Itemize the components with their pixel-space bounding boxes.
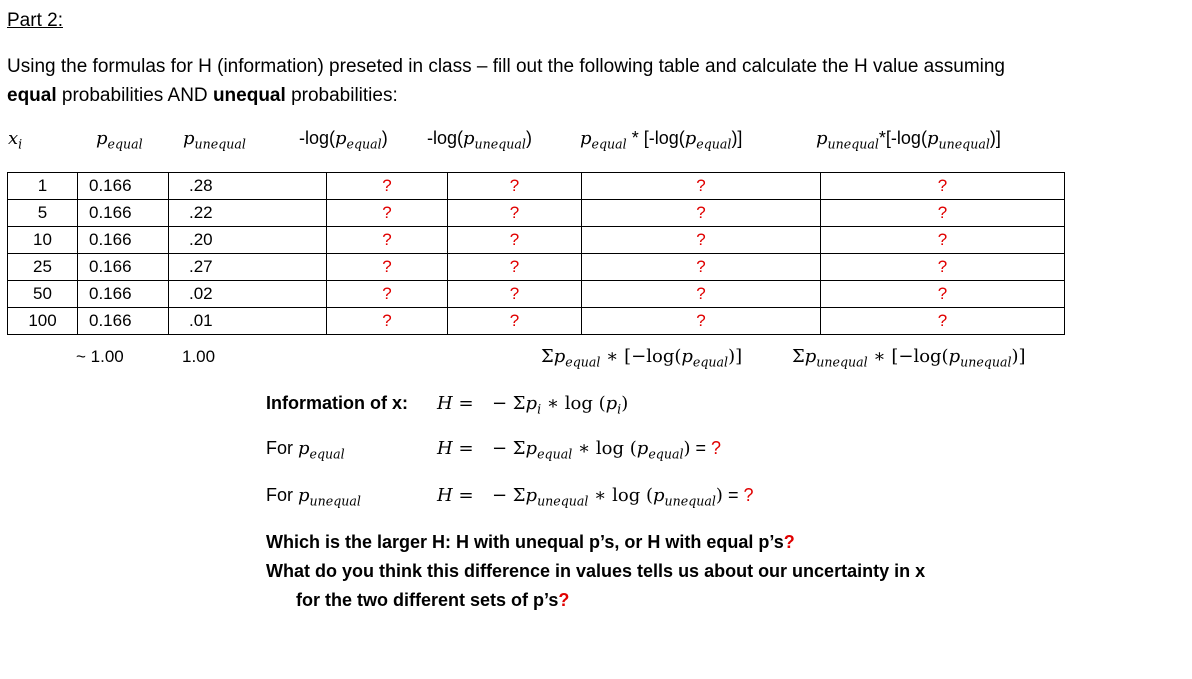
neglog-p-equal-cell: ? bbox=[327, 227, 448, 254]
unequal-formula: − $\Sigma p_{unequal}$ ∗ $\log (p_{unequal})$ = ? bbox=[492, 485, 754, 509]
p-unequal-cell: .01 bbox=[169, 308, 327, 335]
unequal-H-label: H = bbox=[437, 485, 474, 506]
neglog-p-equal-cell: ? bbox=[327, 173, 448, 200]
x-value-cell: 100 bbox=[8, 308, 78, 335]
p-unequal-cell: .20 bbox=[169, 227, 327, 254]
neglog-p-equal-cell: ? bbox=[327, 200, 448, 227]
info-H-label: H = bbox=[437, 393, 474, 414]
p-unequal-cell: .28 bbox=[169, 173, 327, 200]
equal-H-label: H = bbox=[437, 438, 474, 459]
intro-end: probabilities: bbox=[291, 85, 398, 106]
table-row bbox=[8, 200, 1065, 227]
intro-paragraph bbox=[7, 52, 1005, 110]
neglog-p-unequal-cell: ? bbox=[448, 281, 582, 308]
for-p-unequal-label: For $p_{unequal}$ bbox=[266, 485, 361, 509]
intro-mid: probabilities AND bbox=[61, 85, 208, 106]
table-row bbox=[8, 254, 1065, 281]
x-value-cell: 10 bbox=[8, 227, 78, 254]
table-row bbox=[8, 308, 1065, 335]
p-equal-times-neglog-cell: ? bbox=[582, 308, 821, 335]
p-equal-cell: 0.166 bbox=[78, 173, 169, 200]
p-unequal-cell: .22 bbox=[169, 200, 327, 227]
p-unequal-times-neglog-cell: ? bbox=[821, 254, 1065, 281]
equal-H-answer: ? bbox=[711, 438, 722, 458]
neglog-p-unequal-cell: ? bbox=[448, 308, 582, 335]
neglog-p-equal-cell: ? bbox=[327, 254, 448, 281]
p-equal-times-neglog-cell: ? bbox=[582, 200, 821, 227]
info-label: Information of x: bbox=[266, 393, 408, 413]
x-value-cell: 50 bbox=[8, 281, 78, 308]
unequal-word: unequal bbox=[212, 85, 286, 106]
header-neglog-p-unequal: $-\log(p_{unequal})$ bbox=[427, 128, 532, 152]
p-equal-times-neglog-cell: ? bbox=[582, 227, 821, 254]
p-unequal-times-neglog-cell: ? bbox=[821, 227, 1065, 254]
p-unequal-cell: .27 bbox=[169, 254, 327, 281]
question-1: Which is the larger H: H with unequal p’s, or H with equal p’s? bbox=[266, 532, 795, 552]
neglog-p-unequal-cell: ? bbox=[448, 227, 582, 254]
info-formula: − $\Sigma p_i$ ∗ $\log (p_i)$ bbox=[492, 393, 629, 417]
p-unequal-times-neglog-cell: ? bbox=[821, 281, 1065, 308]
equal-word: equal bbox=[7, 85, 57, 106]
p-unequal-times-neglog-cell: ? bbox=[821, 200, 1065, 227]
sum-p-unequal: 1.00 bbox=[182, 347, 216, 366]
question-2: What do you think this difference in values tells us about our uncertainty in x bbox=[266, 561, 926, 581]
header-neglog-p-equal: $-\log(p_{equal})$ bbox=[299, 128, 388, 152]
p-unequal-cell: .02 bbox=[169, 281, 327, 308]
x-value-cell: 1 bbox=[8, 173, 78, 200]
p-equal-cell: 0.166 bbox=[78, 227, 169, 254]
p-equal-cell: 0.166 bbox=[78, 200, 169, 227]
neglog-p-unequal-cell: ? bbox=[448, 200, 582, 227]
p-equal-times-neglog-cell: ? bbox=[582, 254, 821, 281]
header-p-unequal: $p_{unequal}$ bbox=[183, 128, 246, 152]
p-unequal-times-neglog-cell: ? bbox=[821, 308, 1065, 335]
probability-table bbox=[7, 172, 1065, 335]
intro-line-2 bbox=[7, 81, 1005, 110]
part-title: Part 2: bbox=[7, 10, 63, 31]
neglog-p-unequal-cell: ? bbox=[448, 173, 582, 200]
table-row bbox=[8, 173, 1065, 200]
neglog-p-equal-cell: ? bbox=[327, 281, 448, 308]
p-equal-cell: 0.166 bbox=[78, 254, 169, 281]
neglog-p-unequal-cell: ? bbox=[448, 254, 582, 281]
header-p-equal: $p_{equal}$ bbox=[96, 128, 143, 152]
header-p-equal-times-neglog: $p_{equal} * [-\log(p_{equal})]$ bbox=[580, 128, 743, 152]
table-row bbox=[8, 281, 1065, 308]
equal-formula: − $\Sigma p_{equal}$ ∗ $\log (p_{equal})$ = ? bbox=[492, 438, 722, 462]
p-equal-cell: 0.166 bbox=[78, 308, 169, 335]
for-p-equal-label: For $p_{equal}$ bbox=[266, 438, 345, 462]
p-equal-cell: 0.166 bbox=[78, 281, 169, 308]
sum-p-equal: ~ 1.00 bbox=[76, 347, 124, 366]
x-value-cell: 25 bbox=[8, 254, 78, 281]
sum-formula-equal: $\Sigma p_{equal}$ ∗ $[-\log(p_{equal})]$ bbox=[541, 346, 743, 370]
p-equal-times-neglog-cell: ? bbox=[582, 173, 821, 200]
intro-line-1: Using the formulas for H (information) preseted in class – fill out the following table and calculate the H value assuming bbox=[7, 56, 1006, 77]
header-x: $x_i$ bbox=[8, 128, 23, 152]
x-value-cell: 5 bbox=[8, 200, 78, 227]
unequal-H-answer: ? bbox=[743, 485, 754, 505]
sum-formula-unequal: $\Sigma p_{unequal}$ ∗ $[-\log(p_{unequal})]$ bbox=[792, 346, 1026, 370]
p-unequal-times-neglog-cell: ? bbox=[821, 173, 1065, 200]
table-row bbox=[8, 227, 1065, 254]
neglog-p-equal-cell: ? bbox=[327, 308, 448, 335]
header-p-unequal-times-neglog: $p_{unequal}*[-\log(p_{unequal})]$ bbox=[816, 128, 1001, 152]
question-3: for the two different sets of p’s? bbox=[296, 590, 570, 610]
p-equal-times-neglog-cell: ? bbox=[582, 281, 821, 308]
